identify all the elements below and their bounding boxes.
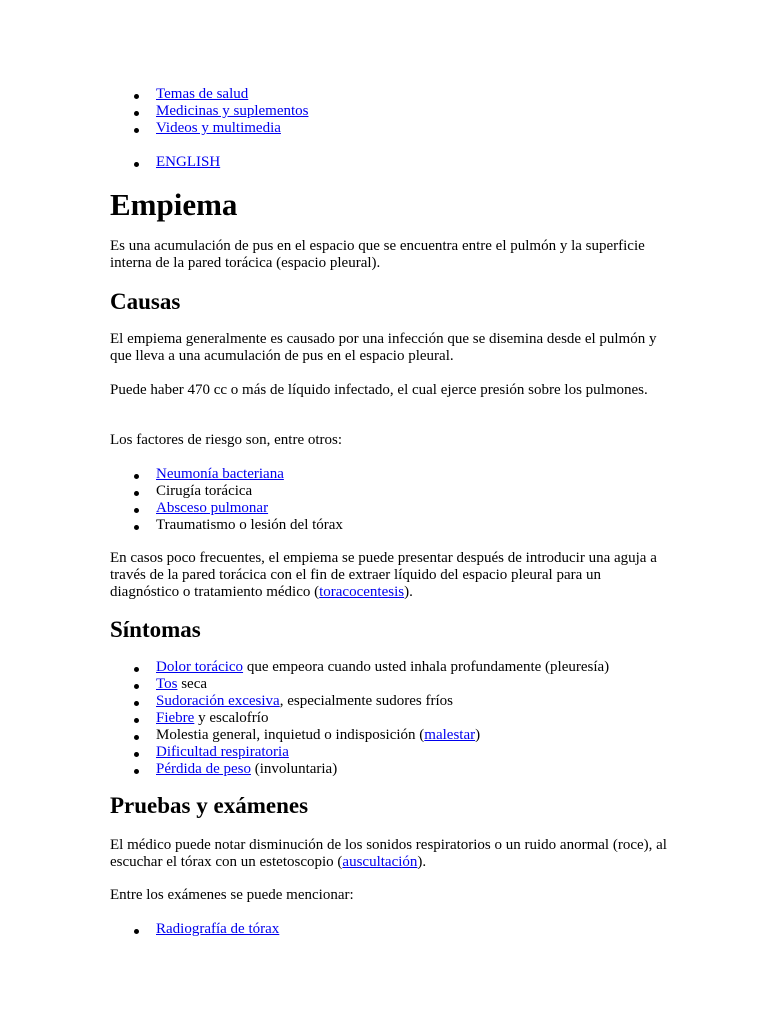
symptom-text: seca xyxy=(177,676,208,692)
symptom-link-dolor-toracico[interactable]: Dolor torácico xyxy=(156,659,244,675)
symptom-item xyxy=(110,744,670,761)
symptom-item xyxy=(110,676,670,693)
symptom-item xyxy=(110,761,670,778)
symptom-item xyxy=(110,693,670,710)
causas-p4-text: En casos poco frecuentes, el empiema se puede presentar después de introducir una aguja a través de la pared torácica con el fin de extraer líquido del espacio pleural para un diagnóstico o tratamiento médico ( xyxy=(110,550,657,600)
language-item xyxy=(110,154,670,171)
causas-paragraph-4 xyxy=(110,550,670,601)
sintomas-heading: Síntomas xyxy=(110,617,201,642)
pruebas-heading: Pruebas y exámenes xyxy=(110,793,309,818)
pruebas-p1-text: El médico puede notar disminución de los sonidos respiratorios o un ruido anormal (roce), al escuchar el tórax con un estetoscopio ( xyxy=(110,837,667,870)
english-link[interactable]: ENGLISH xyxy=(156,154,221,170)
symptom-link-malestar[interactable]: malestar xyxy=(424,727,476,743)
risk-text-cirugia: Cirugía torácica xyxy=(156,483,253,499)
symptom-text: , especialmente sudores fríos xyxy=(279,693,453,709)
intro-paragraph: Es una acumulación de pus en el espacio que se encuentra entre el pulmón y la superficie interna de la pared torácica (espacio pleural). xyxy=(110,238,645,271)
symptom-link-sudoracion[interactable]: Sudoración excesiva xyxy=(156,693,280,709)
symptom-link-dificultad-respiratoria[interactable]: Dificultad respiratoria xyxy=(156,744,289,760)
causas-paragraph-2: Puede haber 470 cc o más de líquido infectado, el cual ejerce presión sobre los pulmones. xyxy=(110,382,648,398)
exams-list xyxy=(110,921,670,938)
symptom-link-tos[interactable]: Tos xyxy=(156,676,178,692)
risk-factors-list xyxy=(110,466,670,534)
language-list xyxy=(110,154,670,171)
causas-paragraph-1: El empiema generalmente es causado por una infección que se disemina desde el pulmón y que lleva a una acumulación de pus en el espacio pleural. xyxy=(110,331,657,364)
pruebas-p1-end: ). xyxy=(417,854,427,870)
exam-link-radiografia[interactable]: Radiografía de tórax xyxy=(156,921,280,937)
symptom-text: Molestia general, inquietud o indisposición ( xyxy=(156,727,425,743)
risk-factors-intro: Los factores de riesgo son, entre otros: xyxy=(110,432,343,448)
symptom-item xyxy=(110,727,670,744)
risk-link-absceso[interactable]: Absceso pulmonar xyxy=(156,500,269,516)
nav-list xyxy=(110,86,670,137)
causas-heading: Causas xyxy=(110,289,181,314)
pruebas-paragraph-1 xyxy=(110,837,670,871)
causas-p4-end: ). xyxy=(404,584,413,600)
symptom-text: y escalofrío xyxy=(194,710,269,726)
nav-link-temas-de-salud[interactable]: Temas de salud xyxy=(156,86,249,102)
nav-link-medicinas[interactable]: Medicinas y suplementos xyxy=(156,103,309,119)
risk-factor-item xyxy=(110,483,670,500)
nav-item xyxy=(110,103,670,120)
toracocentesis-link[interactable]: toracocentesis xyxy=(319,584,405,600)
pruebas-paragraph-2: Entre los exámenes se puede mencionar: xyxy=(110,887,354,903)
symptom-link-fiebre[interactable]: Fiebre xyxy=(156,710,195,726)
risk-text-traumatismo: Traumatismo o lesión del tórax xyxy=(156,517,343,533)
risk-link-neumonia[interactable]: Neumonía bacteriana xyxy=(156,466,284,482)
symptom-text: ) xyxy=(475,727,481,743)
risk-factor-item xyxy=(110,500,670,517)
symptom-link-perdida-de-peso[interactable]: Pérdida de peso xyxy=(156,761,251,777)
page-title: Empiema xyxy=(110,187,238,222)
nav-item xyxy=(110,86,670,103)
symptoms-list xyxy=(110,659,670,778)
nav-link-videos[interactable]: Videos y multimedia xyxy=(156,120,281,136)
symptom-item xyxy=(110,659,670,676)
risk-factor-item xyxy=(110,466,670,483)
nav-item xyxy=(110,120,670,137)
exam-item xyxy=(110,921,670,938)
symptom-text: (involuntaria) xyxy=(250,761,338,777)
symptom-text: que empeora cuando usted inhala profundamente (pleuresía) xyxy=(243,659,610,675)
symptom-item xyxy=(110,710,670,727)
auscultacion-link[interactable]: auscultación xyxy=(342,854,418,870)
risk-factor-item xyxy=(110,517,670,534)
